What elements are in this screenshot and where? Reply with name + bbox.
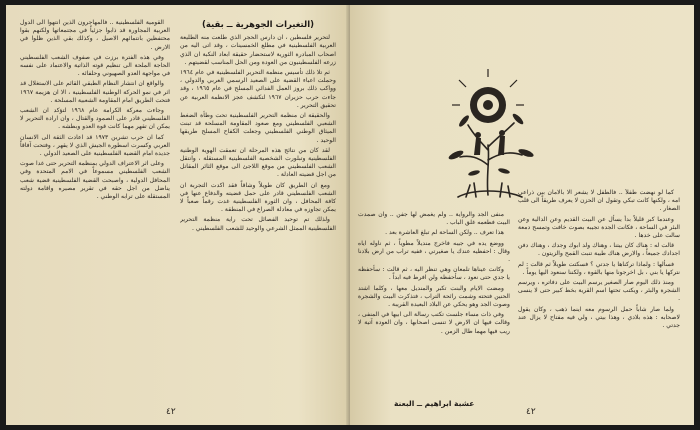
left-page <box>6 5 350 425</box>
paragraph: ومع ان الطريق كان طويلاً وشاقاً فقد اكدت التجربة ان الشعب الفلسطيني قادر على حمل قضيته والدفاع عنها في كافة المحافل ، وان الثورة الفلسطينية غدت رقماً صعباً لا يمكن تجاوزه في معادلة الصراع في المنطقة . <box>180 181 336 214</box>
paragraph: كما لو نهضت طفلاً .. فالطفل لا يشعر الا بالامان بين ذراعي امه ، ولكنها كانت تبكي وتقول ان الحزن لا يعرف طريقاً الى قلب الصغار . <box>518 189 680 213</box>
paragraph: كما ان حرب تشرين ١٩٧٣ قد اعادت الثقة الى الانسان العربي وكسرت اسطورة الجيش الذي لا يقهر ، وفتحت آفاقاً جديدة امام القضية الفلسطينية على الصعيد الدولي . <box>20 133 170 158</box>
paragraph: قالت له : هناك كان بيتنا ، وهناك ولد ابوك وجدك ، وهناك دفن اجدادك جميعاً ، والارض هناك طيبة تنبت القمح والزيتون . <box>518 242 680 258</box>
right-page-column-right <box>518 189 680 399</box>
right-page-column-left <box>358 211 510 397</box>
paragraph: لقد كان من نتائج هذه المرحلة ان تعمقت الهوية الوطنية الفلسطينية وتبلورت الشخصية الفلسطينية المستقلة ، وانتقل الشعب الفلسطيني من موقع اللاجئ الى موقع الثائر المقاتل من اجل قضيته العادلة . <box>180 146 336 179</box>
paragraph: وفي هذه الفترة برزت في صفوف الشعب الفلسطيني الحاجة الملحة الى تنظيم قوته الذاتية والاعتماد على نفسه في مواجهة العدو الصهيوني وحلفائه . <box>20 53 170 78</box>
article-heading: (التغيرات الجوهرية ــ بقية) <box>201 20 315 30</box>
paragraph: القومية الفلسطينية .. فالمهاجرون الذين انتهوا الى الدول العربية المجاورة قد ذابوا جزئياً في مجتمعاتها ولكنهم بقوا محتفظين بانتمائهم الاصيل ، وكذلك بقي الذين ظلوا في الارض . <box>20 19 170 51</box>
paragraph: ومضت الايام والبنت تكبر والمنديل معها ، وكلما اشتد الحنين فتحته وشمت رائحة التراب ، فتذكرت البيت والشجرة وصوت الجد وهو يحكي عن البلاد البعيدة القريبة . <box>358 284 510 309</box>
paragraph: منفى الجد والرواية .. ولم يغمض لها جفن .. وان صمدت البيت فطعمه غلق الباب . <box>358 211 510 227</box>
page-number: ٤٢ <box>166 407 176 417</box>
author-signature: عشبة ابراهيم ــ البعنة <box>394 399 475 408</box>
paragraph: ووضع يده في جيبه فاخرج منديلاً مطوياً ، ثم ناوله اياه وقال : احفظيه عندك يا صغيرتي ، ففيه تراب من ارض بلادنا . <box>358 239 510 264</box>
paragraph: هذا تعرف .. ولكن الساحة لم تبلغ العاشرة بعد . <box>385 229 504 237</box>
paragraph: ومنذ ذلك اليوم صار الصغير يرسم البيت على دفاتره ، ويرسم الشجرة والبئر ، ويكتب تحتها اسم القرية بخط كبير حتى لا ينسى . <box>518 279 680 303</box>
paragraph: ولذلك تم توحيد الفصائل تحت راية منظمة التحرير الفلسطينية الممثل الشرعي والوحيد للشعب الفلسطيني . <box>180 216 336 232</box>
left-page-column-right <box>180 19 336 397</box>
paragraph: والواقع ان انتشار النظام الطبقي القائم على الاستغلال قد اثر في نمو الحركة الوطنية الفلسطينية ، الا ان هزيمة ١٩٦٧ فتحت الطريق امام المقاومة الشعبية المسلحة . <box>20 80 170 104</box>
paragraph: وجاءت معركة الكرامة عام ١٩٦٨ لتؤكد ان الشعب الفلسطيني قادر على الصمود والقتال ، وان ارادة التحرير لا يمكن ان تقهر مهما كانت قوة العدو وبطشه . <box>20 107 170 131</box>
paragraph: وعندما كبر قليلاً بدأ يسأل عن البيت القديم وعن الدالية وعن البئر في الساحة ، فكانت الجدة تجيبه بصوت خافت وتمسح دمعة سالت على خدها . <box>518 215 680 240</box>
right-page <box>350 5 694 425</box>
paragraph: ولما صار شاباً حمل الرسوم معه اينما ذهب ، وكان يقول لاصحابه : هذه بلادي ، وهذا بيتي ، ولي فيه مفتاح لا يزال عند جدتي . <box>518 305 680 330</box>
paragraph: وفي ذات مساء جلست تكتب رسالة الى ابيها في المنفى ، وقالت فيها ان الارض لا تنسى اصحابها ، وان العودة آتية لا ريب فيها مهما طال الزمن . <box>358 311 510 335</box>
paragraph: لتحرير فلسطين ، ان دارس الحجر الذي طلعت منه الطليعة العربية الفلسطينية في مطلع الخمسينات ، وقد اتى اليه من اصحاب المبادرة الثورية لاستحضار حقيقة ابعاد النكبة ان الذي زرعه الفلسطينيون من العودة ومن الحل المناسب لقضيتهم . <box>180 34 336 66</box>
paragraph: فسألها : ولماذا تركناها يا جدتي ؟ فسكتت طويلاً ثم قالت : لم نتركها يا بني ، بل اخرجونا منها بالقوة ، ولكننا سنعود اليها يوماً . <box>518 260 680 276</box>
paragraph: وكانت عيناها تلمعان وهي تنظر اليه ، ثم قالت : سأحفظه يا جدي حتى نعود ، سأحفظه ولن افرط فيه ابداً . <box>358 266 510 282</box>
illustration <box>418 65 558 205</box>
paragraph: وعلى اثر الاعتراف الدولي بمنظمة التحرير حتى غدا صوت الشعب الفلسطيني مسموعاً في الامم المتحدة وفي المحافل الدولية ، واصبحت القضية الفلسطينية قضية شعب يناضل من اجل حقه في تقرير مصيره واقامة دولته المستقلة على ترابه الوطني . <box>20 160 170 201</box>
left-page-column-left <box>20 19 170 397</box>
page-number: ٤٢ <box>526 407 536 417</box>
paragraph: والحقيقة ان منظمة التحرير الفلسطينية تحت وطأة الضغط الشعبي الفلسطيني ومع صعود المقاومة المسلحة قد تبنت الميثاق الوطني الفلسطيني وجعلت الكفاح المسلح طريقها الوحيد . <box>180 112 336 144</box>
paragraph: ثم تلا ذلك تأسيس منظمة التحرير الفلسطينية في عام ١٩٦٤ وحملت اعباء القضية على الصعيد الرسمي العربي والدولي ، وواكب ذلك بروز العمل الفدائي المسلح في عام ١٩٦٥ ، وقد جاءت حرب حزيران ١٩٦٧ لتكشف عجز الانظمة العربية عن تحقيق التحرير . <box>180 69 336 109</box>
magazine-spread <box>6 5 694 425</box>
